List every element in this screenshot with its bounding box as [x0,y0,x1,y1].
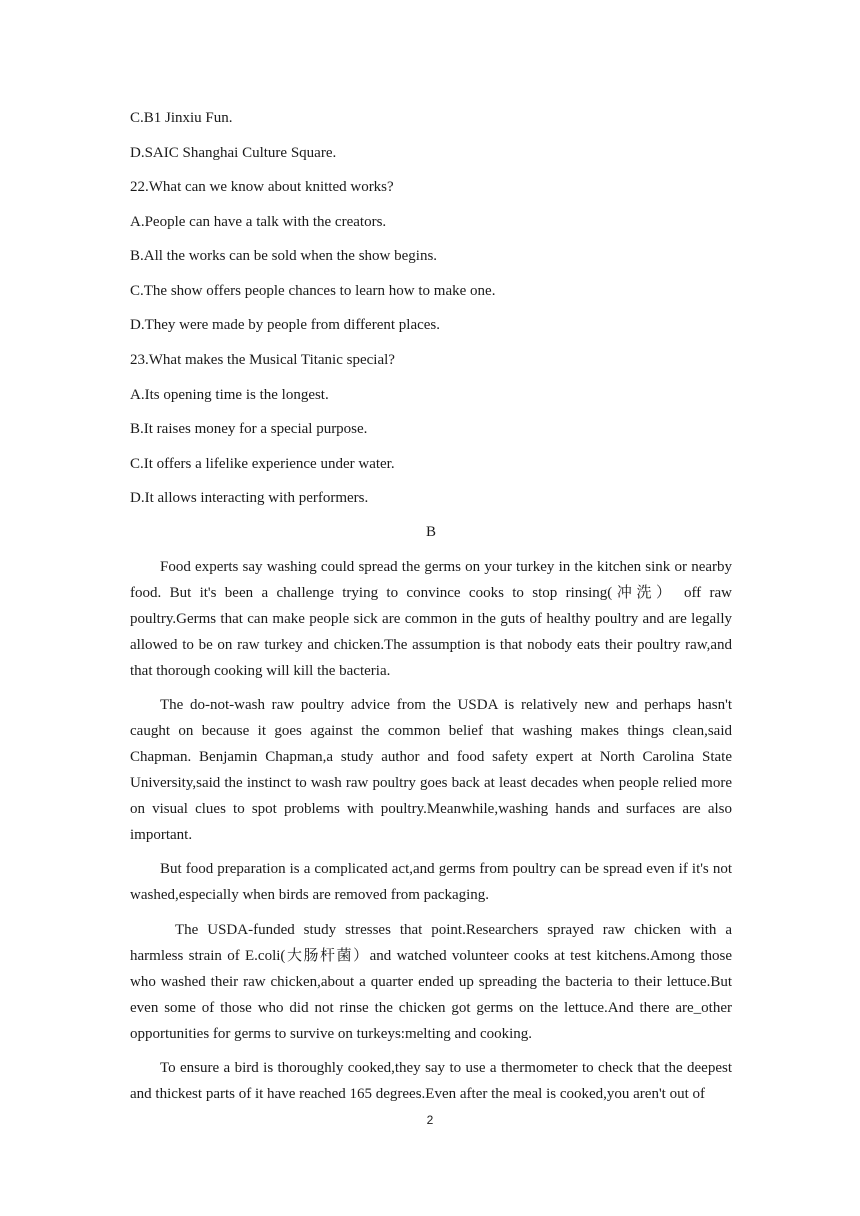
page-number: 2 [426,1113,434,1127]
q22-option-c: C.The show offers people chances to learn how to make one. [130,283,496,299]
q23-option-b: B.It raises money for a special purpose. [130,421,368,437]
passage-paragraph-2: The do-not-wash raw poultry advice from the USDA is relatively new and perhaps hasn't caught on because it goes against the common belief that washing makes things clean,said Chapman. Benjamin Chapman,a study author and food safety expert at North Carolina State University,said the instinct to wash raw poultry goes back at least decades when people relied more on visual clues to spot problems with poultry.Meanwhile,washing hands and surfaces are also important. [130,697,732,843]
q22-option-a: A.People can have a talk with the creators. [130,214,387,230]
option-c-prev: C.B1 Jinxiu Fun. [130,110,233,126]
q22-option-b: B.All the works can be sold when the show begins. [130,248,438,264]
option-d-prev: D.SAIC Shanghai Culture Square. [130,145,337,161]
passage-paragraph-4: The USDA-funded study stresses that point.Researchers sprayed raw chicken with a harmless strain of E.coli(大肠杆菌）and watched volunteer cooks at test kitchens.Among those who washed their raw chicken,about a quarter ended up spreading the bacteria to their lettuce.But even some of those who did not rinse the chicken got germs on the lettuce.And there are_other opportunities for germs to survive on turkeys:melting and cooking. [130,922,732,1042]
question-22: 22.What can we know about knitted works? [130,179,394,195]
passage-paragraph-3: But food preparation is a complicated act,and germs from poultry can be spread even if it's not washed,especially when birds are removed from packaging. [130,861,732,903]
passage-paragraph-1: Food experts say washing could spread the germs on your turkey in the kitchen sink or nearby food. But it's been a challenge trying to convince cooks to stop rinsing(冲洗） off raw poultry.Germs that can make people sick are common in the guts of healthy poultry and are legally allowed to be on raw turkey and chicken.The assumption is that nobody eats their poultry raw,and that thorough cooking will kill the bacteria. [130,559,732,679]
q23-option-c: C.It offers a lifelike experience under water. [130,456,395,472]
question-23: 23.What makes the Musical Titanic special? [130,352,395,368]
q22-option-d: D.They were made by people from different places. [130,317,441,333]
q23-option-d: D.It allows interacting with performers. [130,490,369,506]
section-label: B [425,524,436,540]
q23-option-a: A.Its opening time is the longest. [130,387,329,403]
passage-paragraph-5: To ensure a bird is thoroughly cooked,they say to use a thermometer to check that the deepest and thickest parts of it have reached 165 degrees.Even after the meal is cooked,you aren't out of [130,1060,732,1102]
